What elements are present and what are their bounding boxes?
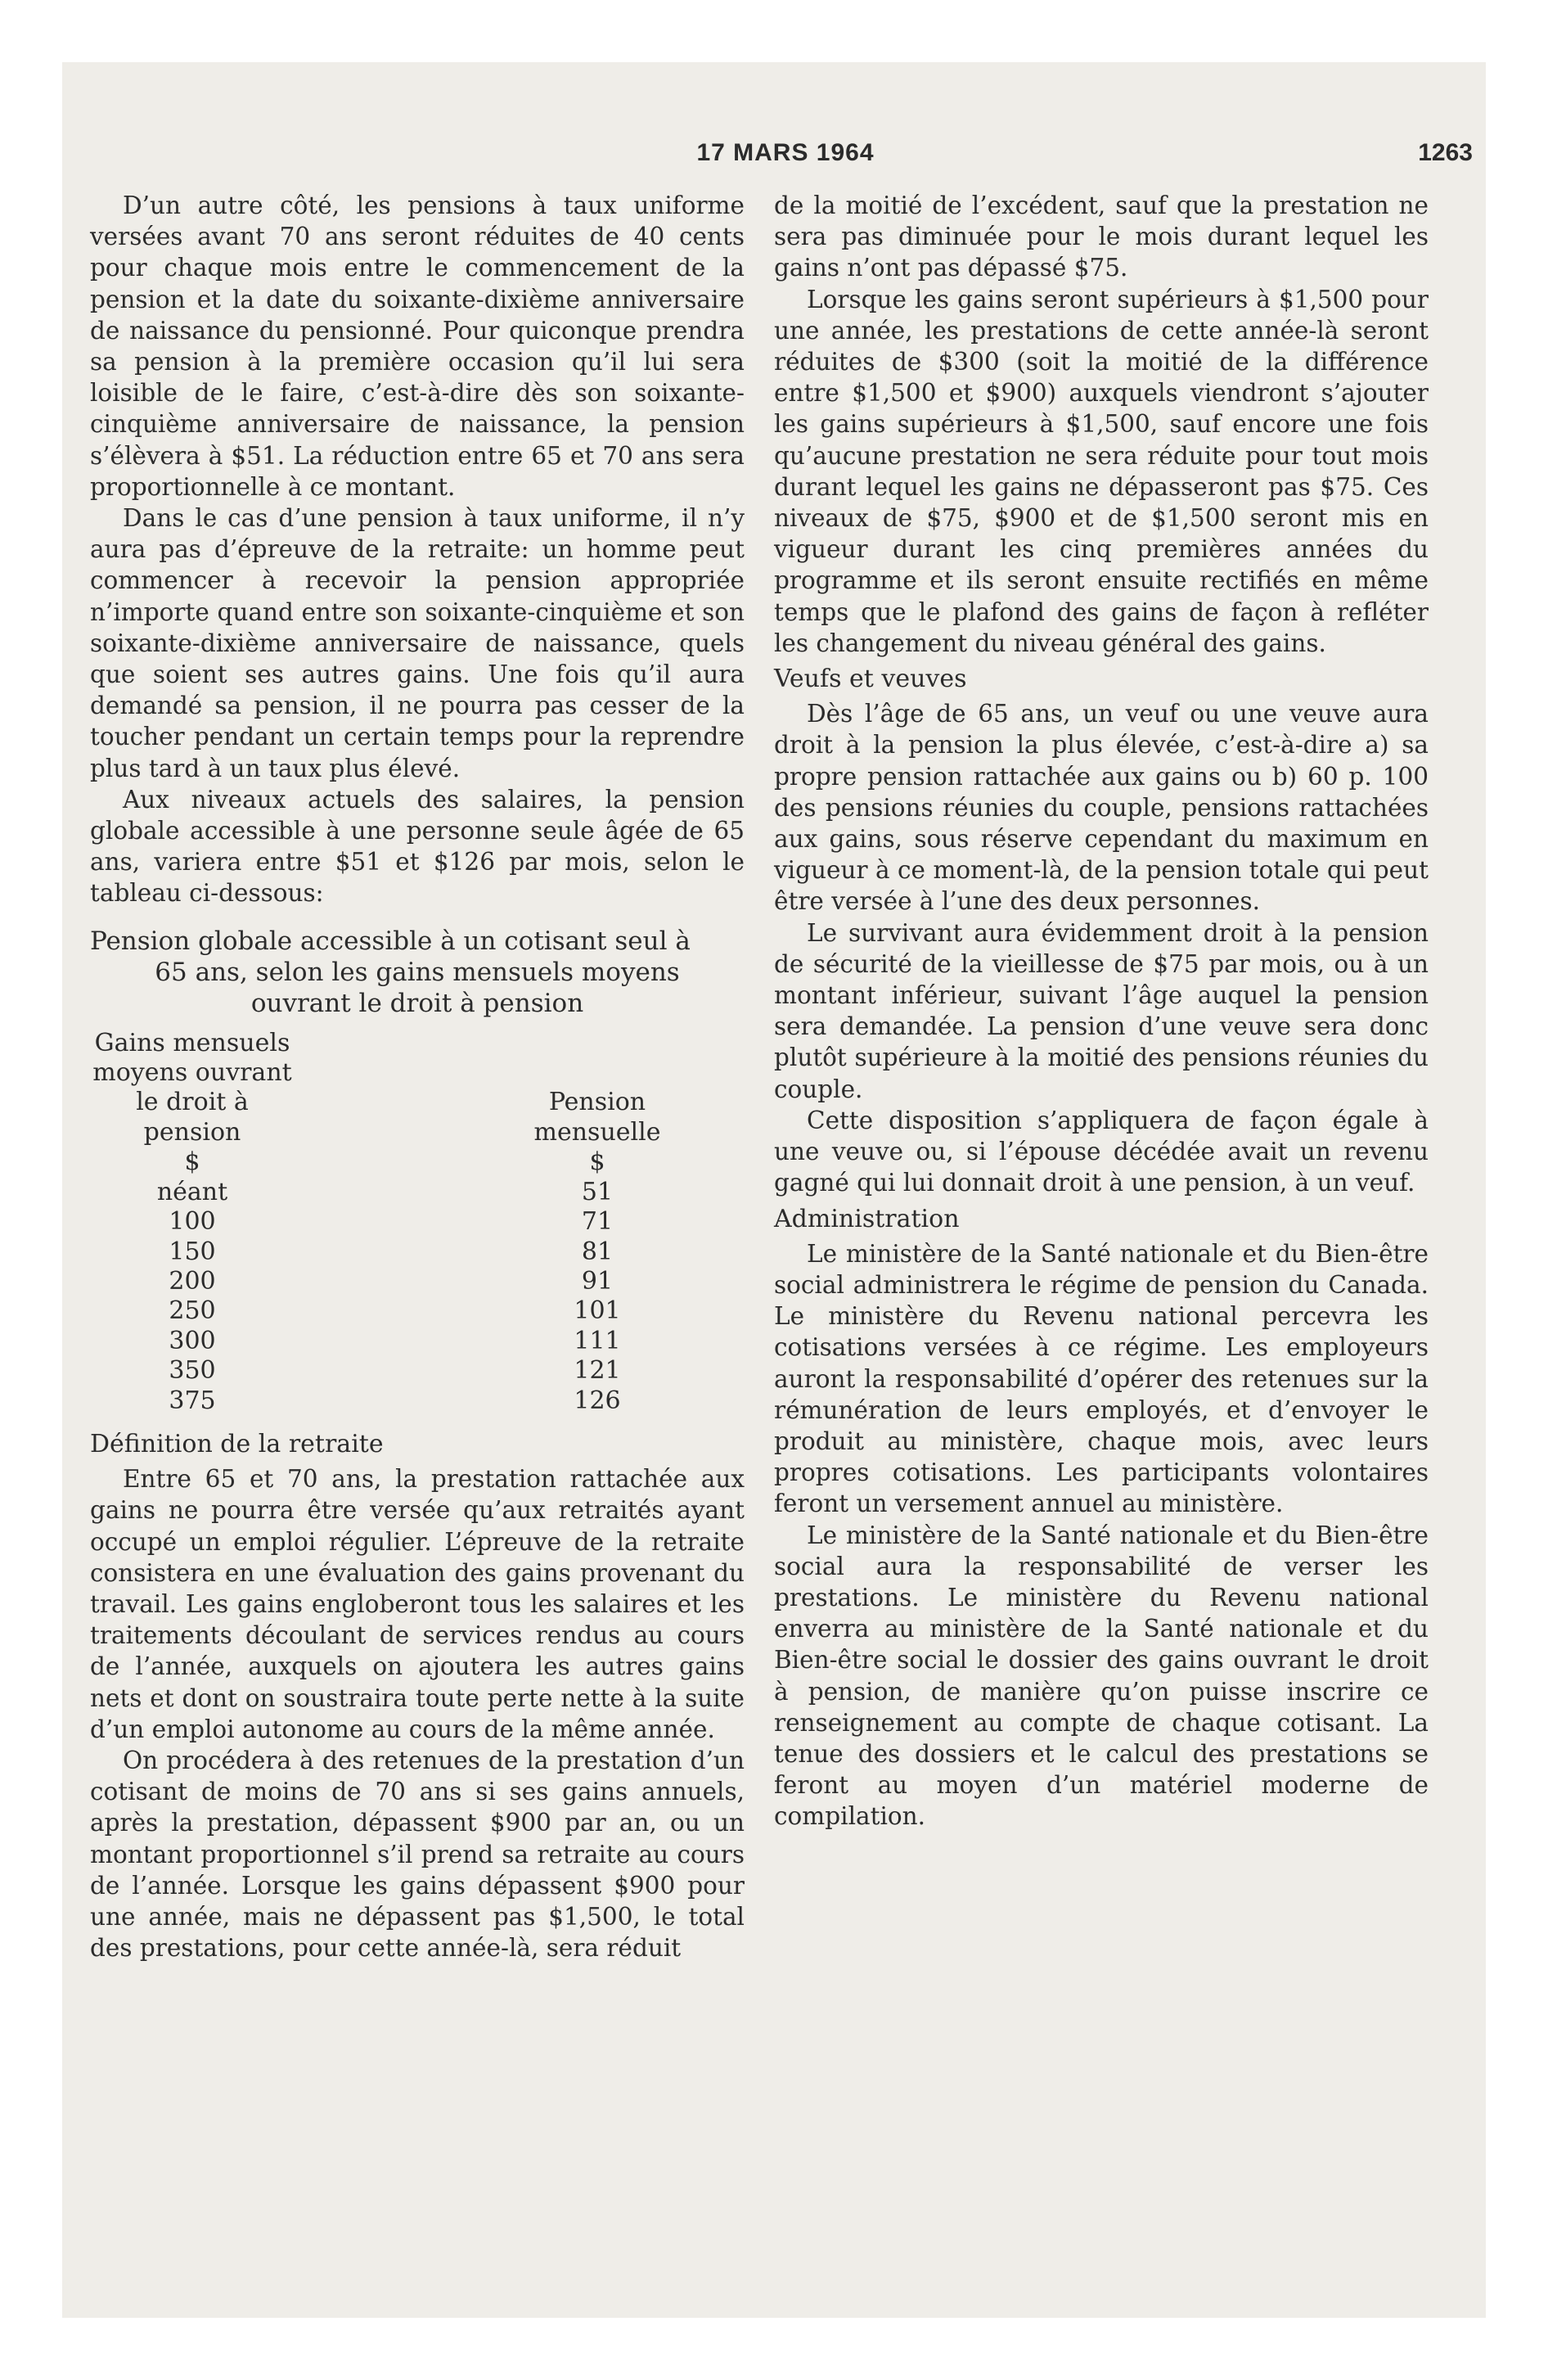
table-row: 100 71 — [169, 1207, 614, 1237]
paragraph: Le survivant aura évidemment droit à la pension de sécurité de la vieillesse de $75 par mois, ou à un montant inférieur, suivant l’âge auquel la pension sera demandée. La pension d’une veuve sera donc plutôt supérieure à la moitié des pensions réunies du couple. — [774, 918, 1429, 1103]
right-column — [774, 190, 1429, 1832]
caption-line: ouvrant le droit à pension — [250, 988, 584, 1018]
paragraph: Cette disposition s’appliquera de façon égale à une veuve ou, si l’épouse décédée avait un revenu gagné qui lui donnait droit à une pension, à un veuf. — [774, 1106, 1429, 1197]
table-row: 300 111 — [169, 1326, 621, 1355]
page-number: 1263 — [1418, 139, 1473, 166]
table-row: 250 101 — [169, 1296, 621, 1326]
paragraph: Le ministère de la Santé nationale et du Bien-être social administrera le régime de pension du Canada. Le ministère du Revenu national percevra les cotisations versées à ce régime. Les employeurs auront la responsabilité d’opérer des retenues sur la rémunération de leurs employés, et d’envoyer le produit au ministère, chaque mois, avec leurs propres cotisations. Les participants volontaires feront un versement annuel au ministère. — [774, 1239, 1429, 1518]
paragraph: Aux niveaux actuels des salaires, la pension globale accessible à une personne seule âgée de 65 ans, variera entre $51 et $126 par mois, selon le tableau ci-dessous: — [90, 785, 745, 908]
section-heading: Définition de la retraite — [90, 1429, 384, 1458]
table-caption — [90, 926, 745, 1019]
paragraph: Le ministère de la Santé nationale et du Bien-être social aura la responsabilité de verser les prestations. Le ministère du Revenu national enverra au ministère de la Santé nationale et du Bien-être social le dossier des gains ouvrant le droit à pension, de manière qu’on puisse inscrire ce renseignement au compte de chaque cotisant. La tenue des dossiers et le calcul des prestations se feront au moyen d’un matériel moderne de compilation. — [774, 1521, 1429, 1831]
column-header-pension: Pension mensuelle — [533, 1088, 661, 1147]
header-date: 17 MARS 1964 — [696, 139, 875, 166]
table-row: néant 51 — [156, 1177, 614, 1206]
caption-line: 65 ans, selon les gains mensuels moyens — [155, 957, 680, 987]
section-heading: Veufs et veuves — [774, 665, 967, 694]
table-row: 200 91 — [169, 1266, 614, 1296]
column-header-gains: Gains mensuels moyens ouvrant le droit à pension — [92, 1028, 292, 1147]
page-header — [90, 139, 1481, 172]
left-column — [90, 190, 745, 1963]
paragraph: Dès l’âge de 65 ans, un veuf ou une veuve aura droit à la pension la plus élevée, c’est-à-dire a) sa propre pension rattachée aux gains ou b) 60 p. 100 des pensions réunies du couple, pensions rattachées aux gains, sous réserve cependant du maximum en vigueur à ce moment-là, de la pension totale qui peut être versée à l’une des deux personnes. — [774, 700, 1429, 916]
paragraph: D’un autre côté, les pensions à taux uniforme versées avant 70 ans seront réduites de 40 cents pour chaque mois entre le commencement de la pension et la date du soixante-dixième anniversaire de naissance du pensionné. Pour quiconque prendra sa pension à la première occasion qu’il lui sera loisible de le faire, c’est-à-dire dès son soixante-cinquième anniversaire de naissance, la pension s’élèvera à $51. La réduction entre 65 et 70 ans sera proportionnelle à ce montant. — [90, 192, 745, 501]
paragraph: Entre 65 et 70 ans, la prestation rattachée aux gains ne pourra être versée qu’aux retraités ayant occupé un emploi régulier. L’épreuve de la retraite consistera en une évaluation des gains provenant du travail. Les gains engloberont tous les salaires et les traitements découlant de services rendus au cours de l’année, auxquels on ajoutera les autres gains nets et dont on soustraira toute perte nette à la suite d’un emploi autonome au cours de la même année. — [90, 1465, 745, 1743]
table-row: 350 121 — [169, 1356, 621, 1386]
caption-line: Pension globale accessible à un cotisant seul à — [90, 926, 691, 956]
paragraph: de la moitié de l’excédent, sauf que la prestation ne sera pas diminuée pour le mois durant lequel les gains n’ont pas dépassé $75. — [774, 192, 1429, 282]
unit-row: $ $ — [184, 1147, 605, 1177]
pension-table — [90, 1029, 679, 1416]
table-row: 375 126 — [169, 1386, 621, 1415]
paragraph: On procédera à des retenues de la prestation d’un cotisant de moins de 70 ans si ses gains annuels, après la prestation, dépassent $900 par an, ou un montant proportionnel s’il prend sa retraite au cours de l’année. Lorsque les gains dépassent $900 pour une année, mais ne dépassent pas $1,500, le total des prestations, pour cette année-là, sera réduit — [90, 1746, 745, 1963]
paragraph: Dans le cas d’une pension à taux uniforme, il n’y aura pas d’épreuve de la retraite: un homme peut commencer à recevoir la pension appropriée n’importe quand entre son soixante-cinquième et son soixante-dixième anniversaire de naissance, quels que soient ses autres gains. Une fois qu’il aura demandé sa pension, il ne pourra pas cesser de la toucher pendant un certain temps pour la reprendre plus tard à un taux plus élevé. — [90, 504, 745, 782]
paragraph: Lorsque les gains seront supérieurs à $1,500 pour une année, les prestations de cette année-là seront réduites de $300 (soit la moitié de la différence entre $1,500 et $900) auxquels viendront s’ajouter les gains supérieurs à $1,500, sauf encore une fois qu’aucune prestation ne sera réduite pour tout mois durant lequel les gains ne dépasseront pas $75. Ces niveaux de $75, $900 et de $1,500 seront mis en vigueur durant les cinq premières années du programme et ils seront ensuite rectifiés en même temps que le plafond des gains de façon à refléter les changement du niveau général des gains. — [774, 285, 1429, 657]
table-row: 150 81 — [169, 1237, 614, 1266]
section-heading: Administration — [774, 1204, 960, 1233]
